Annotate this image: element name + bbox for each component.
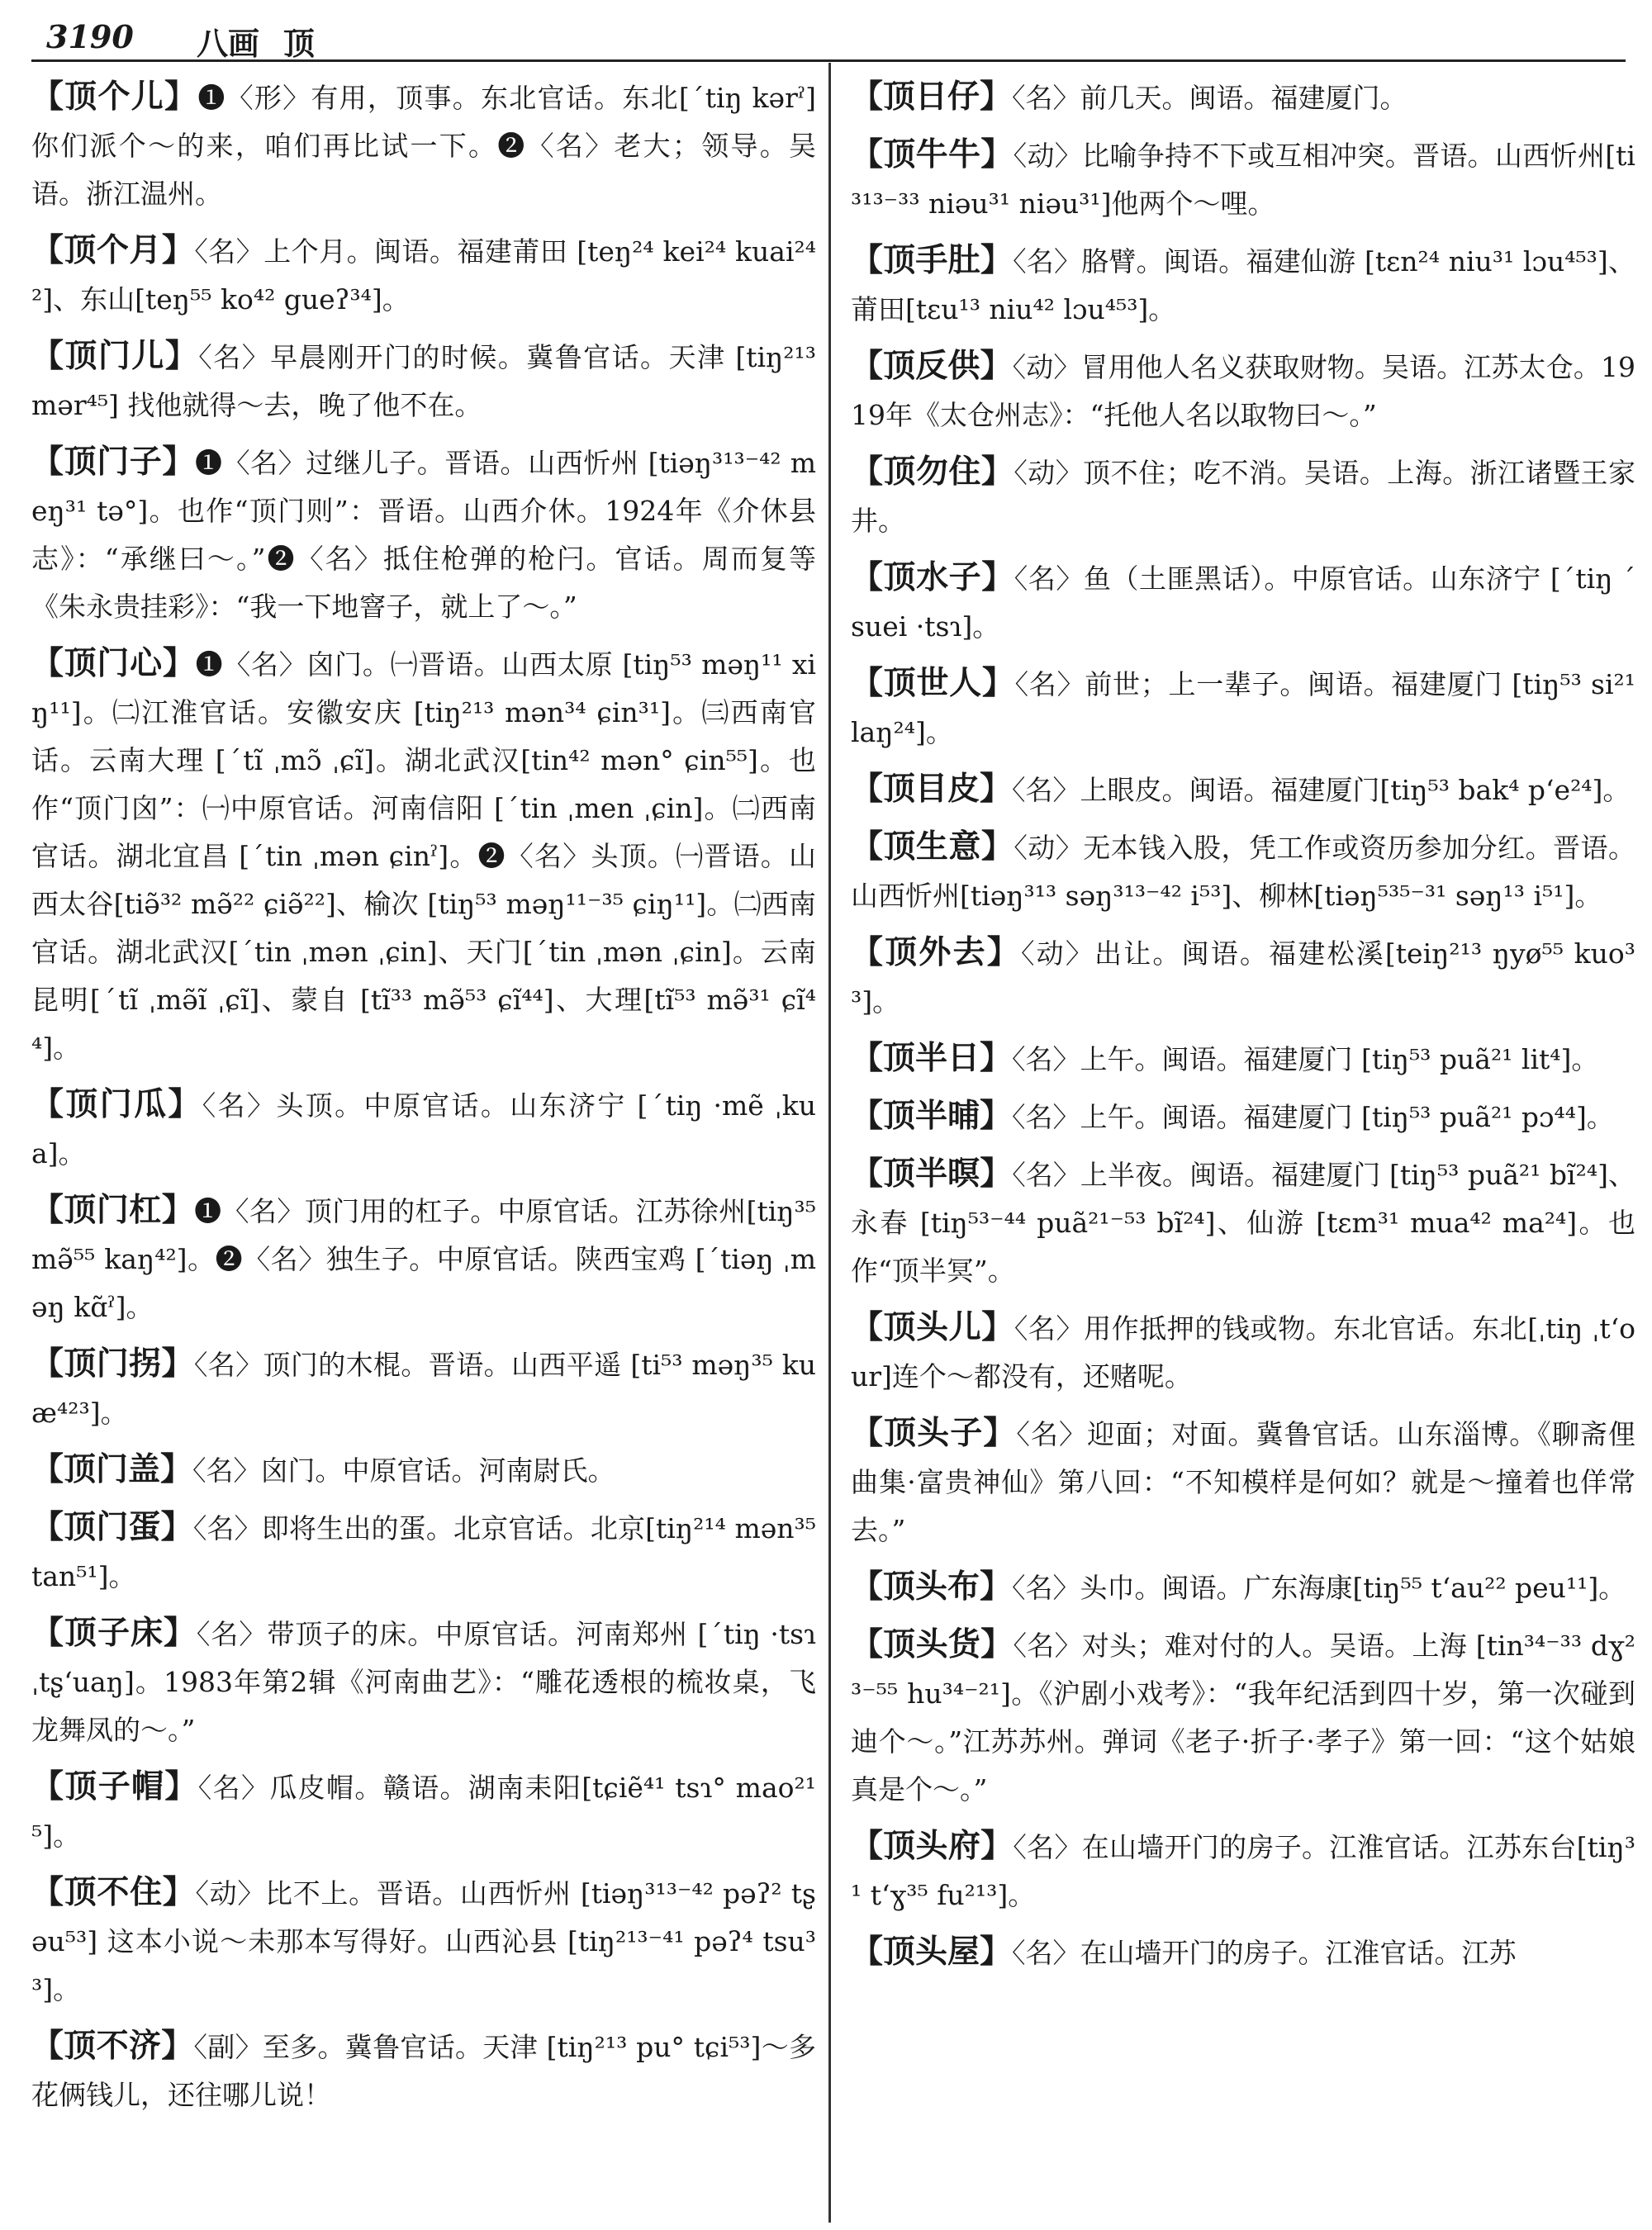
entry-definition: 〈名〉早晨刚开门的时候。冀鲁官话。天津 [tiŋ²¹³ mər⁴⁵] 找他就得～去，晚了他不在。 xyxy=(31,341,816,421)
entry-definition: 〈名〉对头；难对付的人。吴语。上海 [tin³⁴⁻³³ dɣ²³⁻⁵⁵ hu³⁴⁻²¹]。《沪剧小戏考》：“我年纪活到四十岁，第一次碰到迪个～。”江苏苏州。弹词《老子·折子·孝子》第一回：“这个姑娘真是个～。” xyxy=(851,1630,1635,1805)
entry-definition: 〈名〉头顶。中原官话。山东济宁 [ˊtiŋ ·mẽ ˌkua]。 xyxy=(31,1089,816,1170)
entry-headword: 【顶门儿】 xyxy=(31,337,199,375)
entry-definition: 〈副〉至多。冀鲁官话。天津 [tiŋ²¹³ pu° tɕi⁵³]～多花俩钱儿，还往哪儿说！ xyxy=(31,2031,816,2111)
dictionary-entry xyxy=(31,639,816,1072)
dictionary-entry xyxy=(851,659,1635,757)
entry-definition: 〈名〉在山墙开门的房子。江淮官话。江苏东台[tiŋ³¹ tʻɣ³⁵ fu²¹³]。 xyxy=(851,1831,1635,1911)
entry-headword: 【顶门子】 xyxy=(31,443,195,481)
entry-headword: 【顶不住】 xyxy=(31,1873,196,1911)
dictionary-entry xyxy=(31,1609,816,1754)
entry-headword: 【顶门拐】 xyxy=(31,1345,194,1383)
dictionary-entry xyxy=(851,448,1635,545)
entry-headword: 【顶门瓜】 xyxy=(31,1085,202,1123)
head-character: 顶 xyxy=(283,25,316,62)
dictionary-entry xyxy=(851,928,1635,1026)
left-column xyxy=(31,73,816,2128)
entry-definition: 〈名〉即将生出的蛋。北京官话。北京[tiŋ²¹⁴ mən³⁵ tan⁵¹]。 xyxy=(31,1512,816,1592)
entry-definition: 〈名〉顶门的木棍。晋语。山西平遥 [ti⁵³ məŋ³⁵ kuæ⁴²³]。 xyxy=(31,1349,816,1429)
entry-headword: 【顶头货】 xyxy=(851,1625,1014,1663)
dictionary-entry xyxy=(31,1186,816,1331)
dictionary-entry xyxy=(31,226,816,324)
entry-headword: 【顶子帽】 xyxy=(31,1767,198,1805)
dictionary-entry xyxy=(31,1503,816,1601)
entry-definition: 〈名〉上眼皮。闽语。福建厦门[tiŋ⁵³ bak⁴ pʻe²⁴]。 xyxy=(1012,774,1631,806)
entry-headword: 【顶个月】 xyxy=(31,231,195,269)
dictionary-entry xyxy=(31,1080,816,1178)
entry-definition: 〈动〉无本钱入股，凭工作或资历参加分红。晋语。山西忻州[tiəŋ³¹³ səŋ³¹³⁻⁴² i⁵³]、柳林[tiəŋ⁵³⁵⁻³¹ səŋ¹³ i⁵¹]。 xyxy=(851,832,1635,912)
entry-headword: 【顶个儿】 xyxy=(31,78,198,116)
dictionary-entry xyxy=(851,236,1635,334)
entry-headword: 【顶水子】 xyxy=(851,558,1014,596)
entry-definition: 〈动〉出让。闽语。福建松溪[teiŋ²¹³ ŋyø⁵⁵ kuo³³]。 xyxy=(851,937,1635,1018)
entry-definition: 〈名〉上午。闽语。福建厦门 [tiŋ⁵³ puã²¹ lit⁴]。 xyxy=(1012,1043,1599,1075)
entry-headword: 【顶生意】 xyxy=(851,828,1014,866)
dictionary-entry xyxy=(851,1303,1635,1401)
page-header xyxy=(31,15,1626,62)
entry-definition: ❶〈名〉囟门。㈠晋语。山西太原 [tiŋ⁵³ məŋ¹¹ xiŋ¹¹]。㈡江淮官话。安徽安庆 [tiŋ²¹³ mən³⁴ ɕin³¹]。㈢西南官话。云南大理 [ˊtĩ ˌmɔ̃ ˌɕĩ]。湖北武汉[tin⁴² mən° ɕin⁵⁵]。也作“顶门囟”：㈠中原官话。河南信阳 [ˊtin ˌmen ˌɕin]。㈡西南官话。湖北宜昌 [ˊtin ˌmən ɕinˀ]。❷〈名〉头顶。㈠晋语。山西太谷[tiə̃³² mə̃²² ɕiə̃²²]、榆次 [tiŋ⁵³ məŋ¹¹⁻³⁵ ɕiŋ¹¹]。㈡西南官话。湖北武汉[ˊtin ˌmən ˌɕin]、天门[ˊtin ˌmən ˌɕin]。云南昆明[ˊtĩ ˌmə̃ĩ ˌɕĩ]、蒙自 [tĩ³³ mə̃⁵³ ɕĩ⁴⁴]、大理[tĩ⁵³ mə̃³¹ ɕĩ⁴⁴]。 xyxy=(31,648,816,1064)
entry-definition: 〈动〉比喻争持不下或互相冲突。晋语。山西忻州[ti³¹³⁻³³ niəu³¹ niəu³¹]他两个～哩。 xyxy=(851,140,1635,220)
dictionary-entry xyxy=(851,1620,1635,1814)
dictionary-entry xyxy=(851,130,1635,228)
entry-headword: 【顶头儿】 xyxy=(851,1308,1014,1346)
entry-headword: 【顶牛牛】 xyxy=(851,135,1014,173)
entry-headword: 【顶日仔】 xyxy=(851,78,1013,116)
entry-headword: 【顶反供】 xyxy=(851,347,1013,385)
dictionary-entry xyxy=(31,332,816,429)
dictionary-entry xyxy=(31,73,816,218)
entry-definition: 〈动〉比不上。晋语。山西忻州 [tiəŋ³¹³⁻⁴² pəʔ² tʂəu⁵³] 这本小说～未那本写得好。山西沁县 [tiŋ²¹³⁻⁴¹ pəʔ⁴ tsu³³]。 xyxy=(31,1877,816,2005)
entry-definition: 〈名〉迎面；对面。冀鲁官话。山东淄博。《聊斋俚曲集·富贵神仙》第八回：“不知模样是何如？就是～撞着也佯常去。” xyxy=(851,1418,1635,1546)
dictionary-entry xyxy=(851,1928,1635,1977)
entry-definition: 〈名〉上个月。闽语。福建莆田 [teŋ²⁴ kei²⁴ kuai²⁴²]、东山[teŋ⁵⁵ ko⁴² gueʔ³⁴]。 xyxy=(31,235,816,316)
entry-definition: 〈名〉前世；上一辈子。闽语。福建厦门 [tiŋ⁵³ si²¹ laŋ²⁴]。 xyxy=(851,668,1635,748)
entry-headword: 【顶半日】 xyxy=(851,1039,1013,1077)
dictionary-entry xyxy=(851,823,1635,920)
entry-headword: 【顶子床】 xyxy=(31,1614,197,1652)
entry-headword: 【顶勿住】 xyxy=(851,453,1014,491)
entry-headword: 【顶世人】 xyxy=(851,664,1015,702)
entry-headword: 【顶门心】 xyxy=(31,644,196,682)
entry-headword: 【顶门盖】 xyxy=(31,1450,193,1488)
section-title: 八画 xyxy=(197,25,260,62)
dictionary-entry xyxy=(31,1445,816,1495)
dictionary-entry xyxy=(851,1409,1635,1554)
entry-definition: ❶〈名〉顶门用的杠子。中原官话。江苏徐州[tiŋ³⁵ mə̃⁵⁵ kaŋ⁴²]。❷〈名〉独生子。中原官话。陕西宝鸡 [ˊtiəŋ ˌməŋ kɑ̃ˀ]。 xyxy=(31,1195,816,1323)
dictionary-entry xyxy=(851,342,1635,439)
entry-definition: 〈名〉用作抵押的钱或物。东北官话。东北[ˌtiŋ ˌtʻour]连个～都没有，还赌呢。 xyxy=(851,1312,1635,1393)
right-column xyxy=(851,73,1635,1986)
entry-headword: 【顶目皮】 xyxy=(851,770,1013,808)
entry-headword: 【顶门杠】 xyxy=(31,1191,195,1229)
dictionary-entry xyxy=(851,1150,1635,1295)
entry-headword: 【顶头屋】 xyxy=(851,1933,1013,1971)
dictionary-entry xyxy=(851,1034,1635,1084)
dictionary-entry xyxy=(851,1563,1635,1612)
entry-definition: 〈名〉上半夜。闽语。福建厦门 [tiŋ⁵³ puã²¹ bĩ²⁴]、永春 [tiŋ⁵³⁻⁴⁴ puã²¹⁻⁵³ bĩ²⁴]、仙游 [tɛm³¹ mua⁴² ma²⁴]。也作“顶半冥”。 xyxy=(851,1159,1635,1287)
dictionary-entry xyxy=(851,553,1635,651)
entry-headword: 【顶头布】 xyxy=(851,1568,1013,1606)
dictionary-entry xyxy=(31,438,816,631)
dictionary-entry xyxy=(851,1092,1635,1141)
entry-definition: 〈名〉在山墙开门的房子。江淮官话。江苏 xyxy=(1012,1937,1517,1969)
entry-headword: 【顶不济】 xyxy=(31,2027,194,2065)
page-number: 3190 xyxy=(46,18,134,55)
entry-definition: 〈名〉鱼（土匪黑话）。中原官话。山东济宁 [ˊtiŋ ˊsuei ·tsɿ]。 xyxy=(851,562,1635,643)
entry-definition: 〈名〉前几天。闽语。福建厦门。 xyxy=(1012,82,1408,114)
dictionary-entry xyxy=(31,2022,816,2119)
entry-definition: 〈动〉冒用他人名义获取财物。吴语。江苏太仓。1919年《太仓州志》：“托他人名以取物曰～。” xyxy=(851,351,1635,431)
dictionary-entry xyxy=(851,73,1635,122)
dictionary-entry xyxy=(31,1868,816,2014)
entry-headword: 【顶半暝】 xyxy=(851,1155,1013,1193)
entry-definition: ❶〈名〉过继儿子。晋语。山西忻州 [tiəŋ³¹³⁻⁴² meŋ³¹ tə°]。也作“顶门则”：晋语。山西介休。1924年《介休县志》：“承继曰～。”❷〈名〉抵住枪弹的枪闩。官话。周而复等《朱永贵挂彩》：“我一下地窨子，就上了～。” xyxy=(31,447,816,623)
entry-headword: 【顶头府】 xyxy=(851,1827,1014,1865)
entry-definition: 〈动〉顶不住；吃不消。吴语。上海。浙江诸暨王家井。 xyxy=(851,457,1635,537)
dictionary-entry xyxy=(851,1822,1635,1919)
entry-definition: 〈名〉头巾。闽语。广东海康[tiŋ⁵⁵ tʻau²² peu¹¹]。 xyxy=(1012,1572,1626,1604)
entry-definition: 〈名〉胳臂。闽语。福建仙游 [tɛn²⁴ niu³¹ lɔu⁴⁵³]、莆田[tɛu¹³ niu⁴² lɔu⁴⁵³]。 xyxy=(851,245,1635,325)
entry-headword: 【顶外去】 xyxy=(851,933,1021,971)
entry-definition: ❶〈形〉有用，顶事。东北官话。东北[ˊtiŋ kərˀ] 你们派个～的来，咱们再比试一下。❷〈名〉老大；领导。吴语。浙江温州。 xyxy=(31,82,816,210)
dictionary-entry xyxy=(851,765,1635,814)
entry-definition: 〈名〉瓜皮帽。赣语。湖南耒阳[tɕiẽ⁴¹ tsɿ° mao²¹⁵]。 xyxy=(31,1772,816,1852)
entry-headword: 【顶门蛋】 xyxy=(31,1508,193,1546)
dictionary-entry xyxy=(31,1340,816,1437)
dictionary-entry xyxy=(31,1763,816,1860)
entry-definition: 〈名〉囟门。中原官话。河南尉氏。 xyxy=(192,1454,615,1487)
entry-headword: 【顶半晡】 xyxy=(851,1097,1013,1135)
entry-headword: 【顶手肚】 xyxy=(851,241,1014,279)
column-divider xyxy=(828,63,831,2223)
entry-headword: 【顶头子】 xyxy=(851,1414,1017,1452)
entry-definition: 〈名〉带顶子的床。中原官话。河南郑州 [ˊtiŋ ·tsɿ ˌtʂʻuaŋ]。1983年第2辑《河南曲艺》：“雕花透根的梳妆桌，飞龙舞凤的～。” xyxy=(31,1618,816,1746)
entry-definition: 〈名〉上午。闽语。福建厦门 [tiŋ⁵³ puã²¹ pɔ⁴⁴]。 xyxy=(1012,1101,1614,1133)
